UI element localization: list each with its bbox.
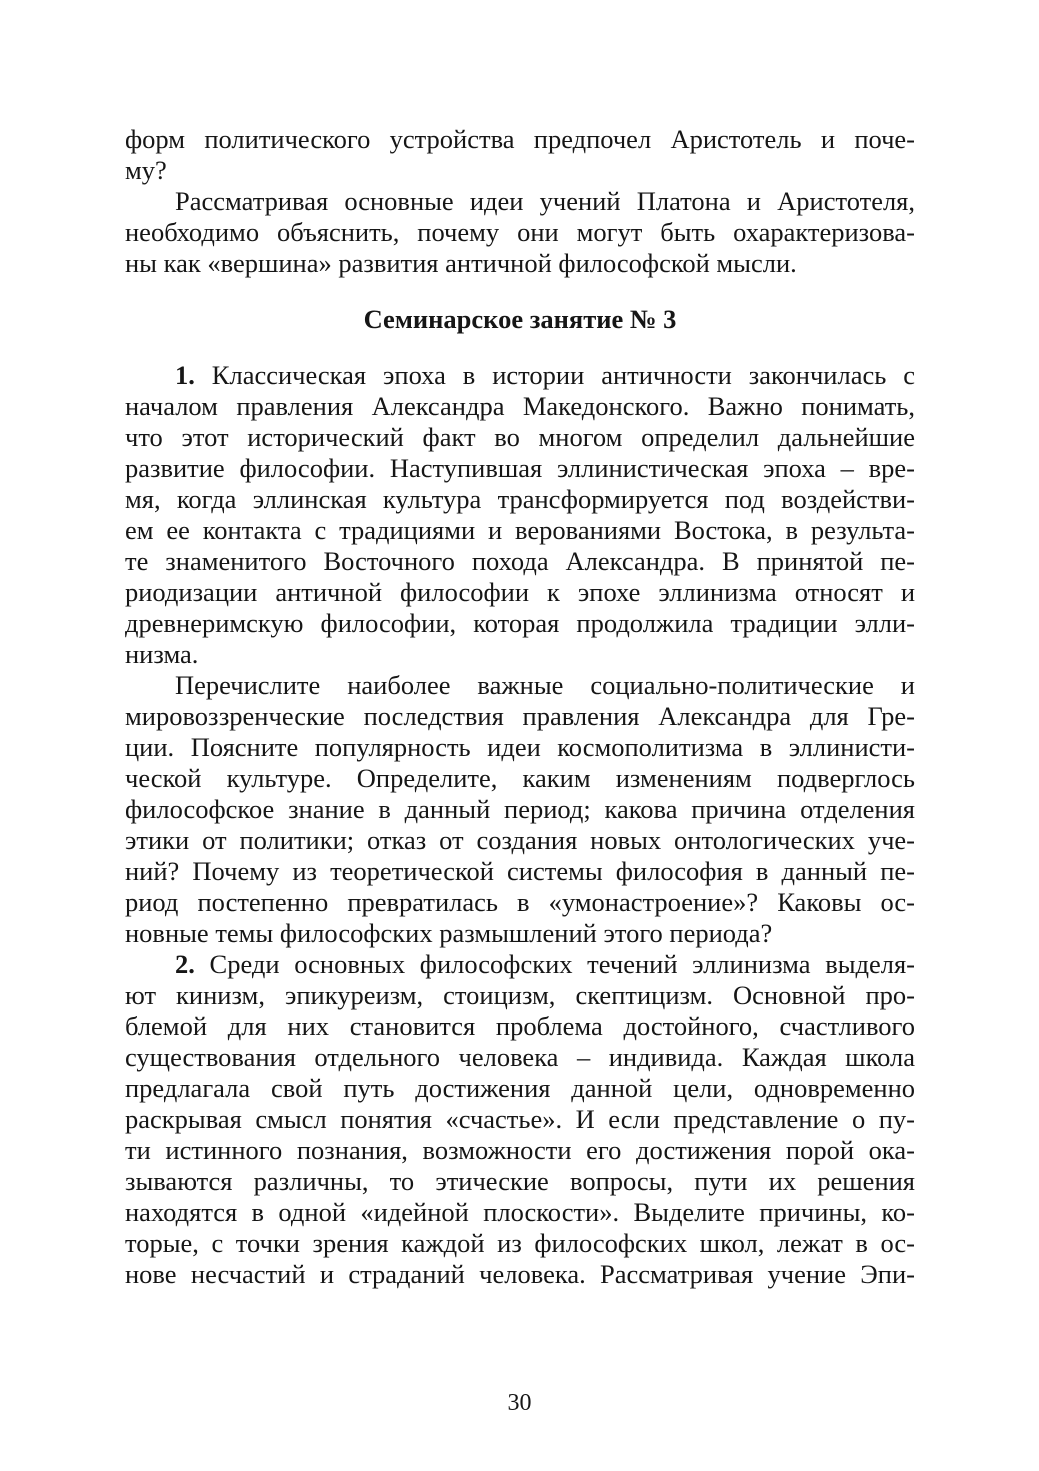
text-line: ний? Почему из теоретической системы философия в данный пе- — [125, 856, 915, 886]
text-line: ем ее контакта с традициями и верованиями Востока, в результа- — [125, 515, 915, 545]
text-line: предлагала свой путь достижения данной цели, одновременно — [125, 1073, 915, 1103]
text-line — [125, 360, 915, 391]
item-number: 2. — [175, 949, 195, 979]
text-line: риод постепенно превратилась в «умонастроение»? Каковы ос- — [125, 887, 915, 917]
text-line: ции. Поясните популярность идеи космополитизма в эллинисти- — [125, 732, 915, 762]
text-line: торые, с точки зрения каждой из философских школ, лежат в ос- — [125, 1228, 915, 1258]
text-line: раскрывая смысл понятия «счастье». И если представление о пу- — [125, 1104, 915, 1134]
text-line: мировоззренческие последствия правления Александра для Гре- — [125, 701, 915, 731]
text-line: блемой для них становится проблема достойного, счастливого — [125, 1011, 915, 1041]
item-number: 1. — [175, 360, 195, 390]
text-line: нове несчастий и страданий человека. Рассматривая учение Эпи- — [125, 1259, 915, 1289]
text-line: новные темы философских размышлений этого периода? — [125, 918, 773, 948]
text-line: Рассматривая основные идеи учений Платона и Аристотеля, — [175, 186, 915, 216]
text-fragment: Среди основных философских течений эллинизма выделя- — [194, 949, 915, 979]
section-heading: Семинарское занятие № 3 — [363, 304, 677, 334]
text-line: существования отдельного человека – индивида. Каждая школа — [125, 1042, 915, 1072]
text-line: риодизации античной философии к эпохе эллинизма относят и — [125, 577, 915, 607]
text-line: Перечислите наиболее важные социально-политические и — [175, 670, 915, 700]
text-line: низма. — [125, 639, 199, 669]
text-fragment: Классическая эпоха в истории античности закончилась с — [194, 360, 915, 390]
text-line: ны как «вершина» развития античной философской мысли. — [125, 248, 797, 278]
text-line: ти истинного познания, возможности его достижения порой ока- — [125, 1135, 915, 1165]
text-line: что этот исторический факт во многом определил дальнейшие — [125, 422, 915, 452]
page-number: 30 — [507, 1390, 532, 1416]
page-body — [125, 124, 915, 1290]
text-line: ческой культуре. Определите, каким изменениям подверглось — [125, 763, 915, 793]
text-line: те знаменитого Восточного похода Александра. В принятой пе- — [125, 546, 915, 576]
text-line: ют кинизм, эпикуреизм, стоицизм, скептицизм. Основной про- — [125, 980, 915, 1010]
text-line: мя, когда эллинская культура трансформируется под воздействи- — [125, 484, 915, 514]
text-line: форм политического устройства предпочел Аристотель и поче- — [125, 124, 915, 154]
text-line: му? — [125, 155, 167, 185]
text-line: началом правления Александра Македонского. Важно понимать, — [125, 391, 915, 421]
text-line — [125, 949, 915, 980]
text-line: находятся в одной «идейной плоскости». Выделите причины, ко- — [125, 1197, 915, 1227]
text-line: древнеримскую философии, которая продолжила традиции элли- — [125, 608, 915, 638]
text-line: зываются различны, то этические вопросы, пути их решения — [125, 1166, 915, 1196]
text-line: этики от политики; отказ от создания новых онтологических уче- — [125, 825, 915, 855]
text-line: развитие философии. Наступившая эллинистическая эпоха – вре- — [125, 453, 915, 483]
text-line: необходимо объяснить, почему они могут быть охарактеризова- — [125, 217, 915, 247]
text-line: философское знание в данный период; какова причина отделения — [125, 794, 915, 824]
